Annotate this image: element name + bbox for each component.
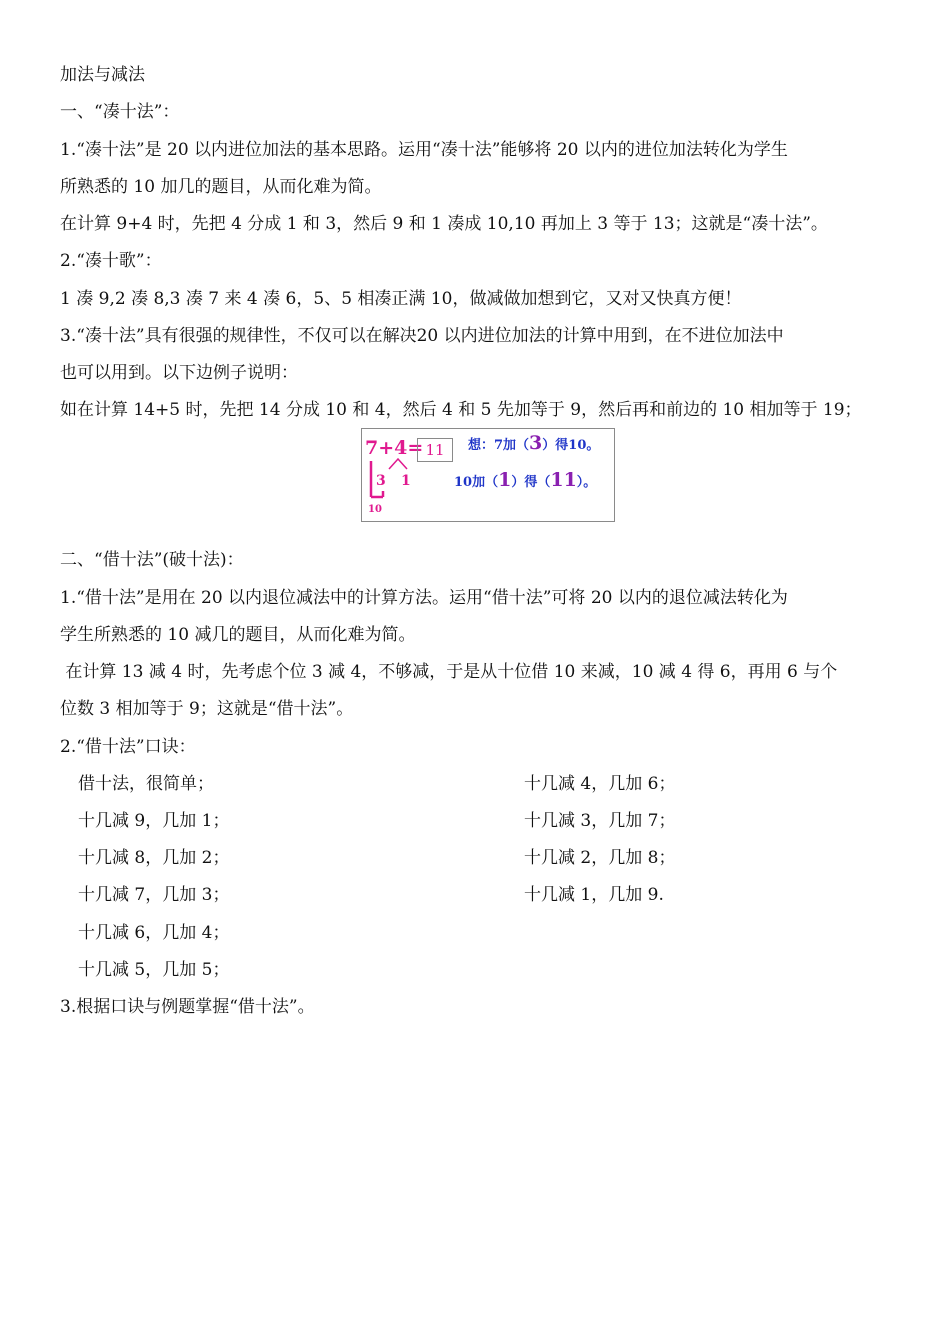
document-title: 加法与减法 bbox=[60, 65, 145, 85]
figure-answer-box: 11 bbox=[417, 438, 453, 462]
figure-line2-num2: 11 bbox=[550, 469, 577, 491]
make-ten-figure bbox=[361, 428, 615, 522]
section1-para4: 1 凑 9,2 凑 8,3 凑 7 来 4 凑 6，5、5 相凑正满 10，做减做加想到它，又对又快真方便！ bbox=[60, 289, 742, 309]
figure-think-num: 3 bbox=[529, 432, 543, 454]
rhyme-right-line: 十几减 4，几加 6； bbox=[524, 774, 676, 794]
rhyme-right-line: 十几减 3，几加 7； bbox=[524, 811, 676, 831]
figure-line2-suffix: ）。 bbox=[576, 475, 597, 490]
section1-para6: 如在计算 14+5 时，先把 14 分成 10 和 4，然后 4 和 5 先加等于 9，然后再和前边的 10 相加等于 19； bbox=[60, 400, 862, 420]
figure-line2-prefix: 10加（ bbox=[454, 475, 499, 490]
figure-think-line bbox=[468, 432, 599, 454]
figure-line2-num1: 1 bbox=[498, 469, 512, 491]
section2-para3: 2.“借十法”口诀： bbox=[60, 737, 196, 757]
figure-split-right: 1 bbox=[401, 473, 411, 489]
section1-para5-line1: 3.“凑十法”具有很强的规律性，不仅可以在解决20 以内进位加法的计算中用到，在不进位加法中 bbox=[60, 326, 784, 346]
rhyme-left-line: 十几减 5，几加 5； bbox=[78, 960, 230, 980]
rhyme-left-line: 十几减 7，几加 3； bbox=[78, 885, 230, 905]
figure-think-prefix: 想：7加（ bbox=[468, 438, 530, 453]
rhyme-left-line: 十几减 6，几加 4； bbox=[78, 923, 230, 943]
section2-para2-line1: 在计算 13 减 4 时，先考虑个位 3 减 4，不够减，于是从十位借 10 来减，10 减 4 得 6，再用 6 与个 bbox=[60, 662, 838, 682]
figure-line2-mid: ）得（ bbox=[511, 475, 551, 490]
figure-equation: 7+4= bbox=[365, 437, 424, 459]
rhyme-left-line: 借十法，很简单； bbox=[78, 774, 214, 794]
rhyme-left-line: 十几减 9，几加 1； bbox=[78, 811, 230, 831]
figure-split-left: 3 bbox=[376, 473, 386, 489]
section2-para1-line1: 1.“借十法”是用在 20 以内退位减法中的计算方法。运用“借十法”可将 20 以内的退位减法转化为 bbox=[60, 588, 788, 608]
section2-para1-line2: 学生所熟悉的 10 减几的题目，从而化难为简。 bbox=[60, 625, 416, 645]
figure-ten-label: 10 bbox=[368, 504, 382, 515]
figure-result-line bbox=[454, 469, 596, 491]
section2-para2-line2: 位数 3 相加等于 9；这就是“借十法”。 bbox=[60, 699, 354, 719]
section1-para3: 2.“凑十歌”： bbox=[60, 251, 162, 271]
rhyme-right-line: 十几减 1，几加 9. bbox=[524, 885, 664, 905]
section1-para2: 在计算 9+4 时，先把 4 分成 1 和 3，然后 9 和 1 凑成 10,10 再加上 3 等于 13；这就是“凑十法”。 bbox=[60, 214, 828, 234]
section1-para1-line1: 1.“凑十法”是 20 以内进位加法的基本思路。运用“凑十法”能够将 20 以内的进位加法转化为学生 bbox=[60, 140, 788, 160]
figure-think-suffix: ）得10。 bbox=[542, 438, 600, 453]
section2-heading: 二、“借十法”(破十法)： bbox=[60, 550, 244, 570]
section1-para1-line2: 所熟悉的 10 加几的题目，从而化难为简。 bbox=[60, 177, 382, 197]
section1-para5-line2: 也可以用到。以下边例子说明： bbox=[60, 363, 298, 383]
rhyme-right-line: 十几减 2，几加 8； bbox=[524, 848, 676, 868]
section2-para4: 3.根据口诀与例题掌握“借十法”。 bbox=[60, 997, 315, 1017]
rhyme-left-line: 十几减 8，几加 2； bbox=[78, 848, 230, 868]
section1-heading: 一、“凑十法”： bbox=[60, 102, 180, 122]
